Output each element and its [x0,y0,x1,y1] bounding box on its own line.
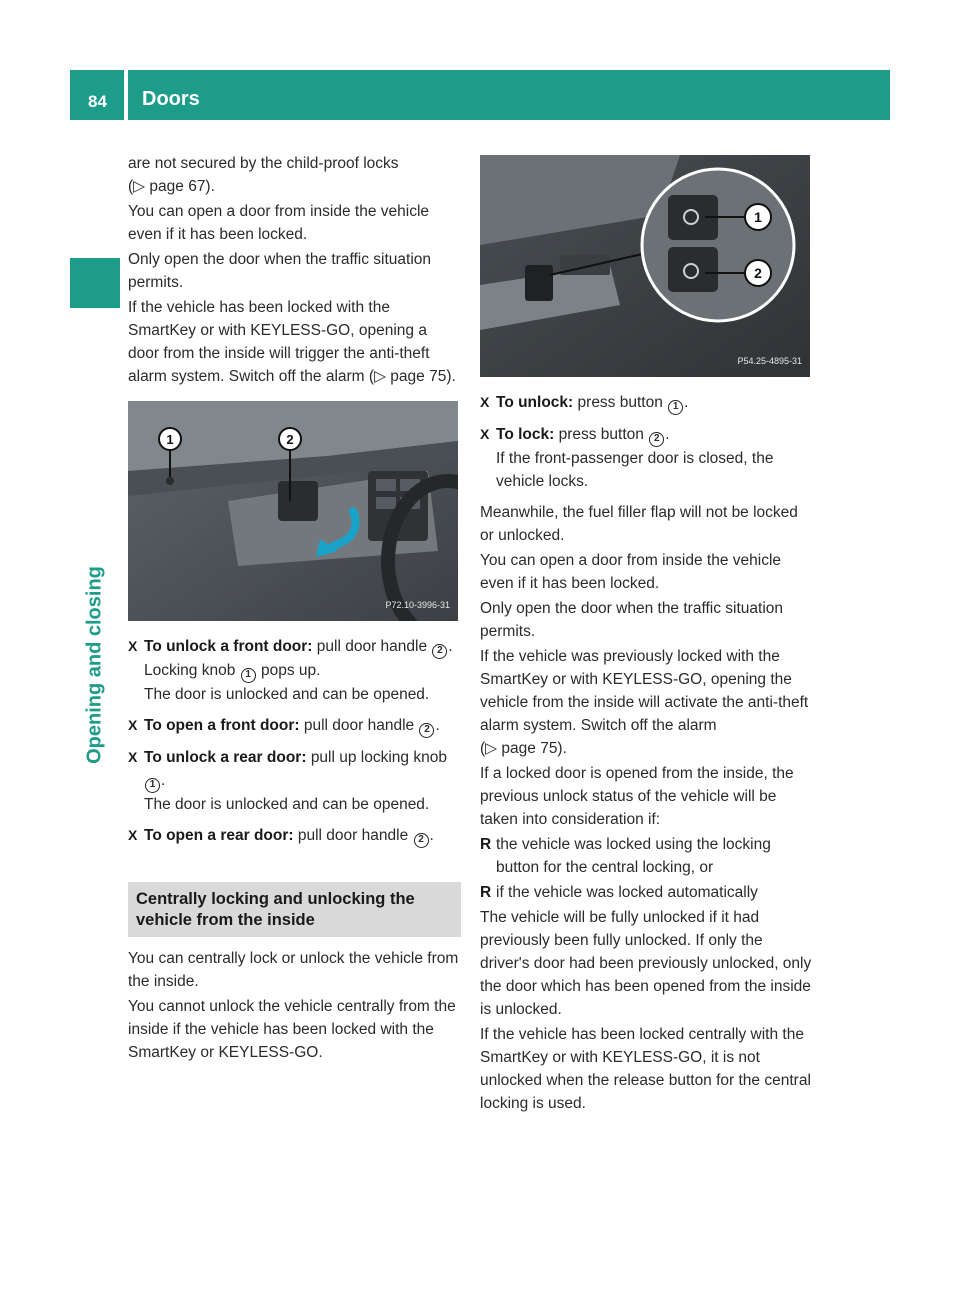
page-number: 84 [88,92,107,111]
ref-circle: 2 [432,644,447,659]
page-ref-arrow-icon: ▷ [374,368,386,385]
sidebar-marker [70,258,120,308]
paragraph: Only open the door when the traffic situation permits. [128,251,432,291]
page-number-box [70,70,124,120]
callout-1: 1 [166,432,174,447]
paragraph: The vehicle will be fully unlocked if it had previously been fully unlocked. If only the driver's door had been previously unlocked, only the door which has been opened from the inside is unlocked. [480,909,812,1018]
instruction-step: X To unlock a front door: pull door handle 2 . Locking knob 1 pops up. The door is unlocked and can be opened. [128,635,461,706]
paragraph: You can open a door from inside the vehicle even if it has been locked. [480,552,782,592]
ref-circle: 1 [145,778,160,793]
door-interior-photo [128,401,458,621]
page-ref-arrow-icon: ▷ [133,178,146,195]
paragraph: If the vehicle has been locked centrally with the SmartKey or with KEYLESS-GO, it is not unlocked when the release button for the central locking is used. [480,1026,811,1112]
step-marker-icon: X [480,426,490,442]
sidebar-chapter [80,545,110,785]
door-panel-illustration [128,401,458,621]
instruction-step: X To open a rear door: pull door handle 2 . [128,824,461,848]
list-item: R if the vehicle was locked automatically [480,881,814,904]
section-heading: Centrally locking and unlocking the vehicle from the inside [128,882,461,937]
callout-2: 2 [754,265,762,281]
lock-buttons-illustration [480,155,810,377]
ref-circle: 1 [241,668,256,683]
page-link[interactable]: page 75). [501,740,567,757]
step-marker-icon: X [128,749,138,765]
image-code: P54.25-4895-31 [737,356,802,366]
image-code: P72.10-3996-31 [385,600,450,610]
paragraph: If the vehicle was previously locked with the SmartKey or with KEYLESS-GO, opening the vehicle from the inside will activate the anti-theft alarm system. Switch off the alarm (▷ page 75). [480,648,809,757]
chapter-label: Opening and closing [83,566,106,764]
left-column [128,152,461,1066]
instruction-step: X To open a front door: pull door handle 2 . [128,714,461,738]
list-item: R the vehicle was locked using the locking button for the central locking, or [480,833,814,879]
page-title: Doors [142,88,200,110]
paragraph: If a locked door is opened from the inside, the previous unlock status of the vehicle will be taken into consideration if: [480,765,794,828]
paragraph: You cannot unlock the vehicle centrally from the inside if the vehicle has been locked with the SmartKey or KEYLESS-GO. [128,998,456,1061]
page-ref-arrow-icon: ▷ [485,740,498,757]
instruction-step: X To unlock: press button 1 . [480,391,814,415]
step-marker-icon: X [480,394,490,410]
ref-circle: 2 [414,833,429,848]
step-marker-icon: X [128,827,138,843]
paragraph: Meanwhile, the fuel filler flap will not be locked or unlocked. [480,504,798,544]
callout-1: 1 [754,209,762,225]
instruction-step: X To lock: press button 2 . If the front-passenger door is closed, the vehicle locks. [480,423,814,493]
callout-2: 2 [286,432,294,447]
paragraph: You can open a door from inside the vehicle even if it has been locked. [128,203,430,243]
bullet-icon: R [480,884,492,901]
paragraph: Only open the door when the traffic situation permits. [480,600,784,640]
paragraph: If the vehicle has been locked with the SmartKey or with KEYLESS-GO, opening a door from the inside will trigger the anti-theft alarm system. Switch off the alarm (▷ page 75). [128,299,456,385]
right-column [480,155,814,1117]
bullet-icon: R [480,836,492,853]
step-marker-icon: X [128,717,138,733]
lock-buttons-photo [480,155,810,377]
ref-circle: 1 [668,400,683,415]
ref-circle: 2 [649,432,664,447]
instruction-step: X To unlock a rear door: pull up locking knob 1 . The door is unlocked and can be opened. [128,746,461,816]
ref-circle: 2 [419,723,434,738]
page-link[interactable]: page 75). [390,368,456,385]
page-link[interactable]: page 67). [149,178,215,195]
paragraph: You can centrally lock or unlock the vehicle from the inside. [128,950,459,990]
paragraph: are not secured by the child-proof locks (▷ page 67). [128,155,399,195]
page-header [128,70,890,120]
step-marker-icon: X [128,638,138,654]
